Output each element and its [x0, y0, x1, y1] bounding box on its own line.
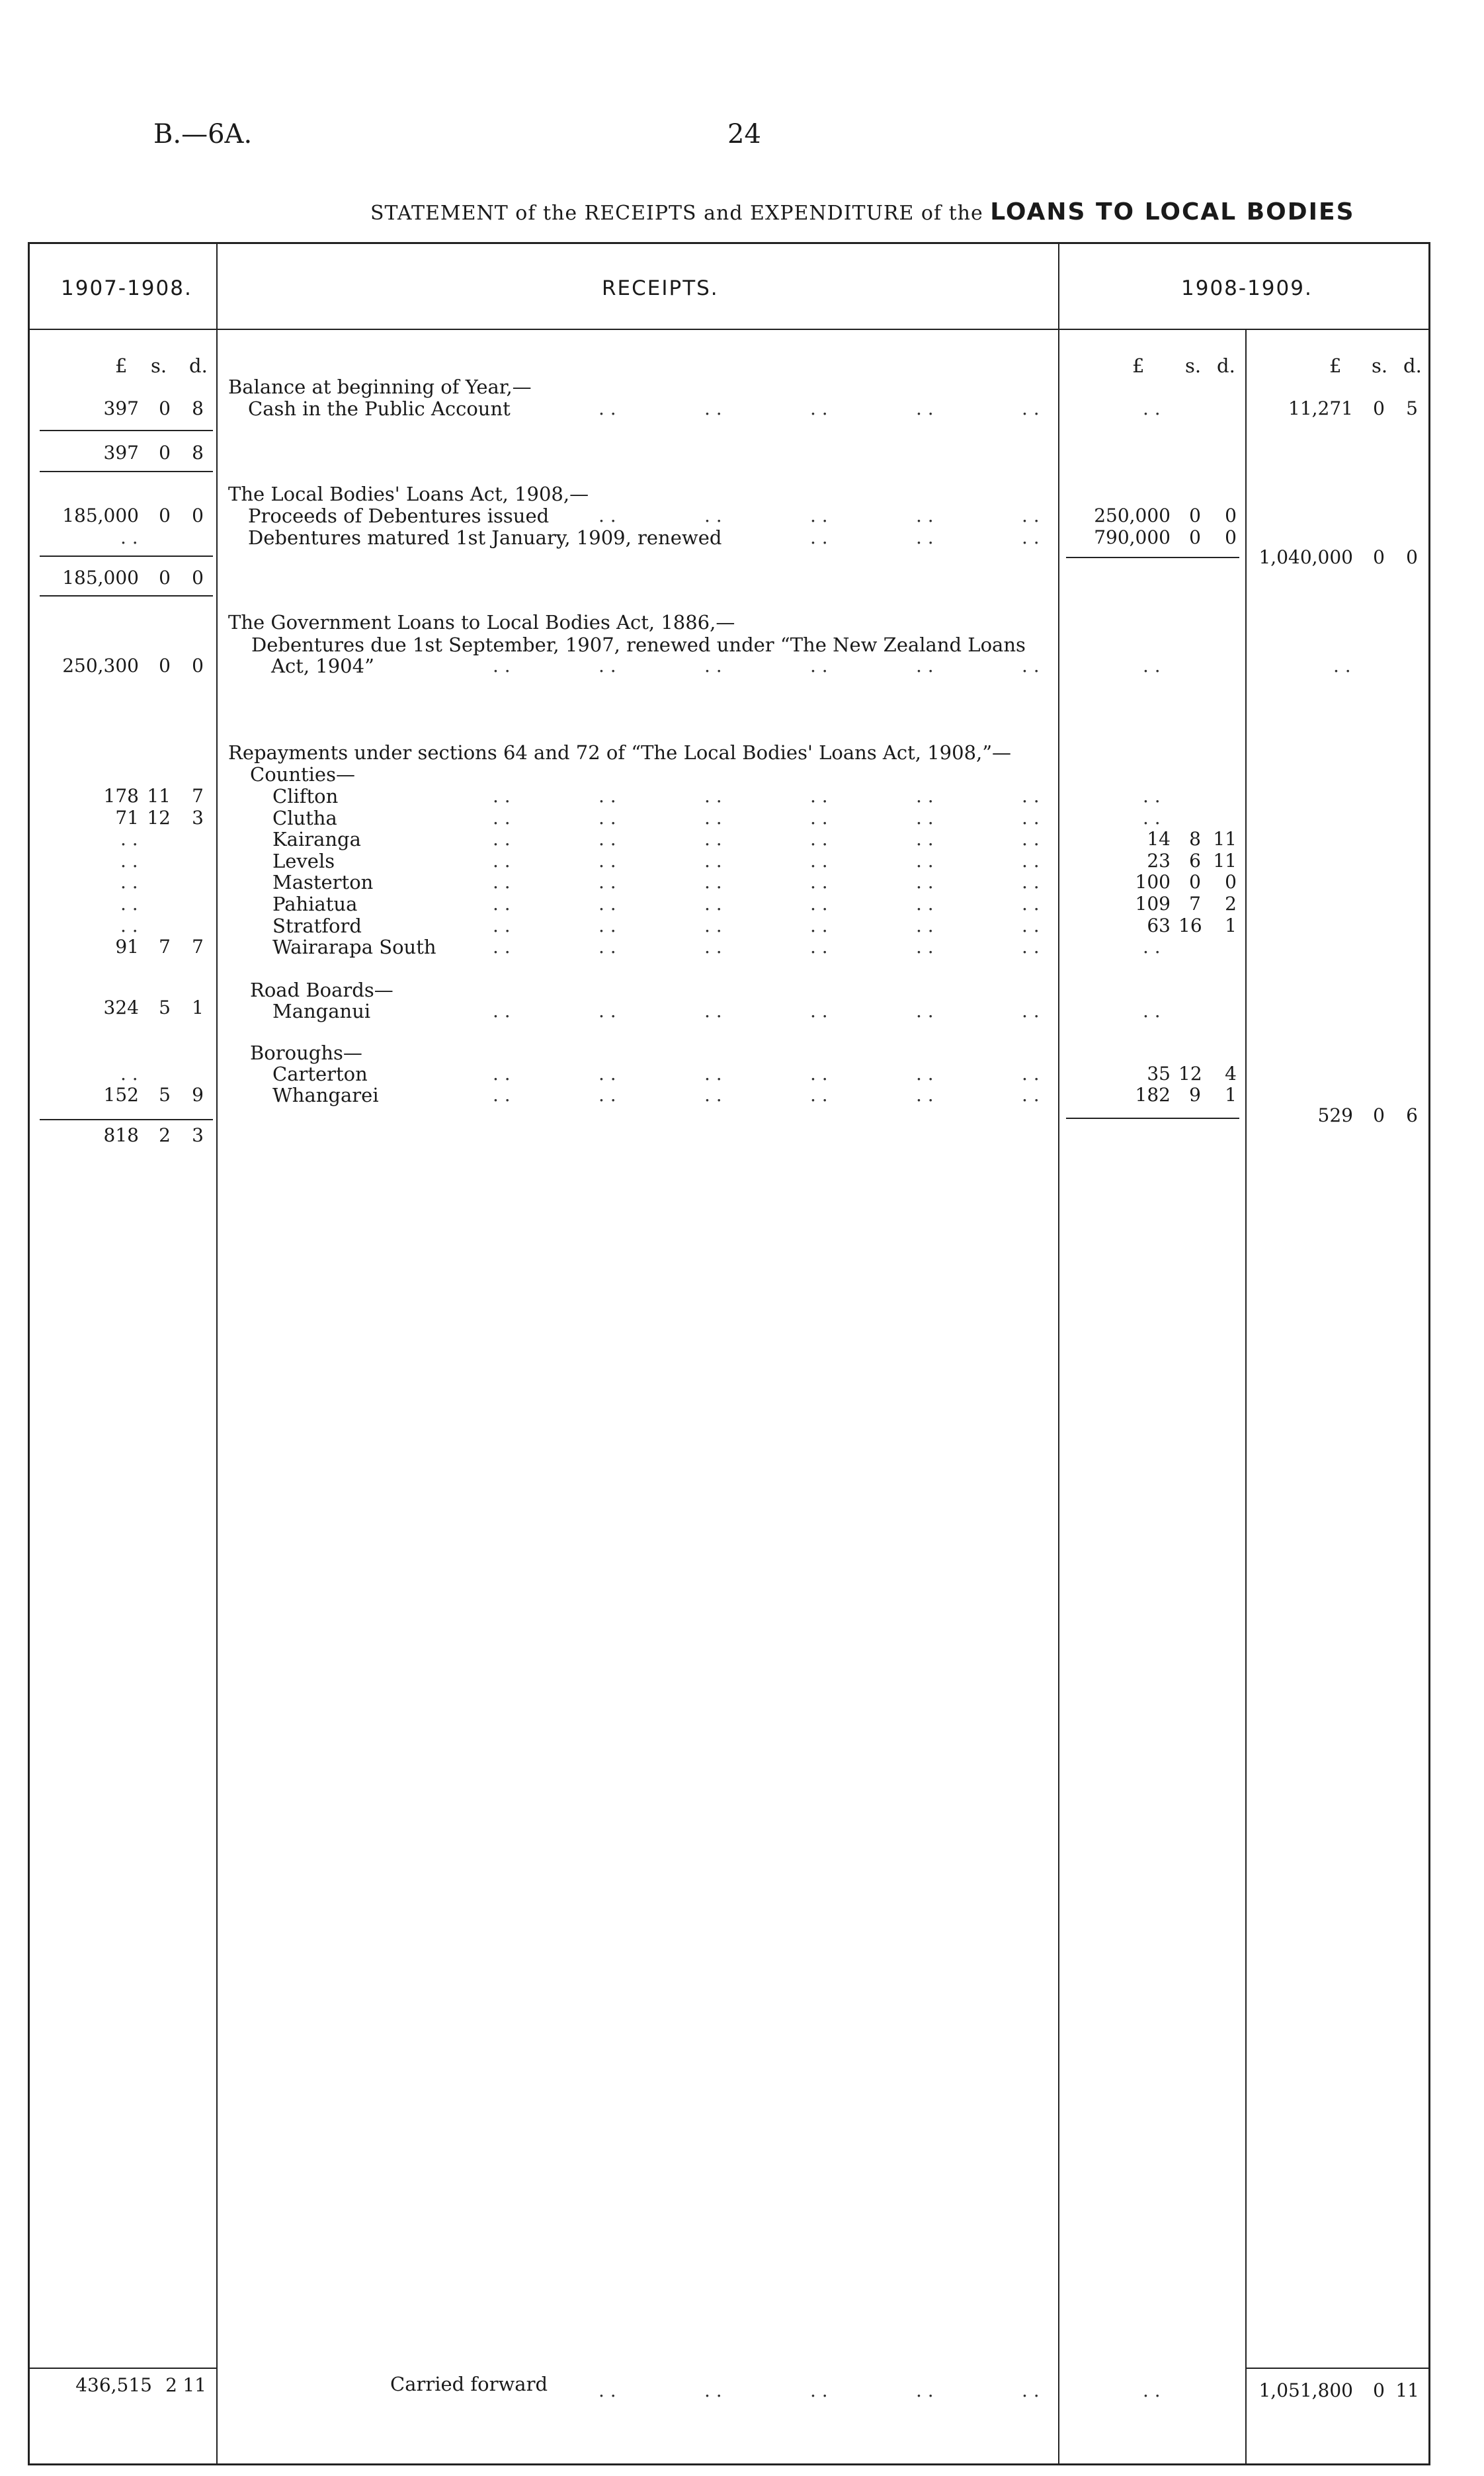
- leader-dots: . .: [916, 2379, 934, 2401]
- leader-dots: . .: [1022, 785, 1040, 807]
- leader-dots: . .: [598, 397, 616, 419]
- leader-dots: . .: [810, 893, 828, 915]
- footer-rule: [28, 2368, 216, 2369]
- money-prev-shillings: 11: [147, 785, 171, 807]
- unit-shilling: s.: [1185, 354, 1202, 377]
- counties-heading: Counties—: [250, 763, 355, 786]
- money-prev-pence: 7: [192, 936, 204, 958]
- row-name: Clutha: [272, 806, 337, 829]
- money-cur-shillings: 9: [1189, 1084, 1201, 1106]
- money-cur-pounds: 35: [1147, 1063, 1171, 1085]
- money-cur-pence: 11: [1213, 849, 1237, 872]
- leader-dots: . .: [704, 828, 722, 850]
- unit-pence: d.: [189, 354, 208, 377]
- leader-dots: . .: [704, 1063, 722, 1085]
- prev-blank: . .: [120, 871, 138, 893]
- border-left: [28, 242, 30, 2465]
- leader-dots: . .: [704, 397, 722, 419]
- row-name: Levels: [272, 849, 335, 872]
- leader-dots: . .: [704, 871, 722, 893]
- row-name: Kairanga: [272, 828, 361, 851]
- money-cur-shillings: 8: [1189, 828, 1201, 850]
- money-prev-shillings: 5: [159, 1084, 171, 1106]
- footer-rule: [1245, 2368, 1428, 2369]
- statement-title: [370, 198, 1355, 226]
- leader-dots: . .: [916, 1000, 934, 1022]
- leader-dots: . .: [493, 893, 511, 915]
- column-head-receipts: RECEIPTS.: [602, 276, 719, 300]
- leader-dots: . .: [916, 785, 934, 807]
- leader-dots: . .: [916, 914, 934, 936]
- leader-dots: . .: [810, 655, 828, 677]
- prev-blank: . .: [120, 893, 138, 915]
- page-number: 24: [727, 119, 761, 149]
- row-name: Stratford: [272, 914, 362, 937]
- leader-dots: . .: [598, 893, 616, 915]
- money-cur-shillings: 6: [1189, 849, 1201, 872]
- leader-dots: . .: [916, 893, 934, 915]
- leader-dots: . .: [1022, 655, 1040, 677]
- leader-dots: . .: [598, 914, 616, 936]
- money-cur-pence: 2: [1225, 893, 1237, 915]
- cur-mid-blank: . .: [1143, 2379, 1161, 2401]
- prev-blank: . .: [120, 828, 138, 850]
- subtotal-rule: [40, 1119, 213, 1120]
- act1908-item-renewed: Debentures matured 1st January, 1909, renewed: [248, 526, 722, 549]
- money-cur-pounds: 63: [1147, 914, 1171, 936]
- subtotal-rule: [1066, 557, 1239, 558]
- money-cur-pounds: 23: [1147, 849, 1171, 872]
- subtotal-rule: [40, 595, 213, 597]
- row-name: Pahiatua: [272, 893, 358, 915]
- leader-dots: . .: [810, 1063, 828, 1085]
- subtotal-rule: [40, 430, 213, 431]
- leader-dots: . .: [810, 526, 828, 548]
- carried-forward-label: Carried forward: [390, 2373, 548, 2395]
- cur-blank: . .: [1143, 806, 1161, 829]
- leader-dots: . .: [704, 806, 722, 829]
- unit-pound: £: [115, 354, 128, 377]
- unit-shilling: s.: [1372, 354, 1388, 377]
- act1886-item-line1: Debentures due 1st September, 1907, renewed under “The New Zealand Loans: [251, 634, 1026, 656]
- money-cur-shillings: 12: [1178, 1063, 1202, 1085]
- subtotal-rule: [40, 471, 213, 472]
- leader-dots: . .: [704, 893, 722, 915]
- balance-item: Cash in the Public Account: [248, 397, 511, 420]
- cur-blank: . .: [1143, 785, 1161, 807]
- leader-dots: . .: [704, 914, 722, 936]
- leader-dots: . .: [916, 526, 934, 548]
- leader-dots: . .: [598, 871, 616, 893]
- money-prev-pence: 3: [192, 806, 204, 829]
- unit-pound: £: [1329, 354, 1342, 377]
- money-cur-pounds: 100: [1135, 871, 1171, 893]
- leader-dots: . .: [810, 871, 828, 893]
- road-board-name: Manganui: [272, 1000, 371, 1022]
- leader-dots: . .: [1022, 1063, 1040, 1085]
- money-cur-pence: 11: [1213, 828, 1237, 850]
- leader-dots: . .: [916, 505, 934, 526]
- column-head-1908: 1908-1909.: [1181, 276, 1313, 300]
- rule-header: [28, 329, 1430, 330]
- money-prev-pounds: 152: [103, 1084, 139, 1106]
- leader-dots: . .: [493, 914, 511, 936]
- leader-dots: . .: [704, 655, 722, 677]
- rule-top: [28, 242, 1430, 244]
- leader-dots: . .: [598, 1000, 616, 1022]
- leader-dots: . .: [493, 849, 511, 872]
- leader-dots: . .: [598, 936, 616, 958]
- leader-dots: . .: [1022, 505, 1040, 526]
- prev-blank: . .: [120, 914, 138, 936]
- page-reference: B.—6A.: [153, 119, 253, 149]
- leader-dots: . .: [1022, 397, 1040, 419]
- leader-dots: . .: [493, 785, 511, 807]
- leader-dots: . .: [704, 1000, 722, 1022]
- leader-dots: . .: [1022, 849, 1040, 872]
- leader-dots: . .: [598, 849, 616, 872]
- divider-left: [216, 242, 218, 2465]
- title-prefix: STATEMENT of the RECEIPTS and EXPENDITURE of the: [370, 202, 983, 225]
- money-cur-pence: 0: [1225, 871, 1237, 893]
- money-cur-shillings: 16: [1178, 914, 1202, 936]
- leader-dots: . .: [916, 1084, 934, 1106]
- act1886-heading: The Government Loans to Local Bodies Act, 1886,—: [228, 611, 735, 634]
- leader-dots: . .: [810, 785, 828, 807]
- prev-blank: . .: [120, 526, 138, 548]
- leader-dots: . .: [916, 655, 934, 677]
- divider-inner: [1245, 329, 1247, 2465]
- money-cur-pence: 1: [1225, 1084, 1237, 1106]
- money-prev-pence: 9: [192, 1084, 204, 1106]
- leader-dots: . .: [1022, 936, 1040, 958]
- leader-dots: . .: [598, 655, 616, 677]
- leader-dots: . .: [1022, 914, 1040, 936]
- leader-dots: . .: [916, 849, 934, 872]
- row-name: Carterton: [272, 1063, 368, 1085]
- leader-dots: . .: [704, 936, 722, 958]
- cur-mid-blank: . .: [1143, 655, 1161, 677]
- money-cur-pounds: 14: [1147, 828, 1171, 850]
- border-right: [1428, 242, 1430, 2465]
- leader-dots: . .: [598, 1084, 616, 1106]
- money-cur-shillings: 7: [1189, 893, 1201, 915]
- road-boards-heading: Road Boards—: [250, 979, 393, 1001]
- leader-dots: . .: [1022, 871, 1040, 893]
- leader-dots: . .: [704, 1084, 722, 1106]
- cur-total-blank: . .: [1333, 655, 1351, 677]
- leader-dots: . .: [1022, 2379, 1040, 2401]
- cur-blank: . .: [1143, 1000, 1161, 1022]
- leader-dots: . .: [598, 1063, 616, 1085]
- leader-dots: . .: [598, 505, 616, 526]
- money-prev-pounds: 71: [115, 806, 139, 829]
- leader-dots: . .: [1022, 893, 1040, 915]
- leader-dots: . .: [916, 397, 934, 419]
- leader-dots: . .: [810, 828, 828, 850]
- row-name: Whangarei: [272, 1084, 379, 1106]
- leader-dots: . .: [810, 397, 828, 419]
- row-name: Wairarapa South: [272, 936, 436, 959]
- subtotal-rule: [40, 556, 213, 557]
- repayments-heading: Repayments under sections 64 and 72 of “The Local Bodies' Loans Act, 1908,”—: [228, 741, 1012, 764]
- rule-bottom: [28, 2463, 1430, 2465]
- leader-dots: . .: [1022, 828, 1040, 850]
- leader-dots: . .: [916, 936, 934, 958]
- leader-dots: . .: [598, 2379, 616, 2401]
- leader-dots: . .: [810, 914, 828, 936]
- unit-pound: £: [1132, 354, 1145, 377]
- balance-heading: Balance at beginning of Year,—: [228, 376, 532, 398]
- money-prev-shillings: 12: [147, 806, 171, 829]
- leader-dots: . .: [810, 1000, 828, 1022]
- leader-dots: . .: [493, 828, 511, 850]
- leader-dots: . .: [810, 1084, 828, 1106]
- leader-dots: . .: [493, 806, 511, 829]
- money-prev-pounds: 91: [115, 936, 139, 958]
- act1886-item-line2: Act, 1904”: [271, 655, 374, 677]
- leader-dots: . .: [704, 505, 722, 526]
- leader-dots: . .: [1022, 526, 1040, 548]
- leader-dots: . .: [493, 1084, 511, 1106]
- leader-dots: . .: [810, 806, 828, 829]
- leader-dots: . .: [493, 871, 511, 893]
- column-head-1907: 1907-1908.: [61, 276, 192, 300]
- leader-dots: . .: [704, 785, 722, 807]
- cur-blank: . .: [1143, 936, 1161, 958]
- divider-right: [1058, 242, 1059, 2465]
- row-name: Masterton: [272, 871, 374, 894]
- leader-dots: . .: [598, 828, 616, 850]
- leader-dots: . .: [1022, 806, 1040, 829]
- subtotal-rule: [1066, 1118, 1239, 1119]
- leader-dots: . .: [810, 505, 828, 526]
- leader-dots: . .: [1022, 1000, 1040, 1022]
- leader-dots: . .: [916, 828, 934, 850]
- boroughs-heading: Boroughs—: [250, 1042, 362, 1064]
- leader-dots: . .: [916, 806, 934, 829]
- prev-blank: . .: [120, 1063, 138, 1085]
- leader-dots: . .: [493, 655, 511, 677]
- money-prev-pounds: 178: [103, 785, 139, 807]
- row-name: Clifton: [272, 785, 339, 807]
- money-cur-pence: 4: [1225, 1063, 1237, 1085]
- leader-dots: . .: [598, 785, 616, 807]
- leader-dots: . .: [493, 1000, 511, 1022]
- leader-dots: . .: [1022, 1084, 1040, 1106]
- cur-mid-blank: . .: [1143, 397, 1161, 419]
- leader-dots: . .: [916, 1063, 934, 1085]
- prev-blank: . .: [120, 849, 138, 872]
- leader-dots: . .: [810, 936, 828, 958]
- money-cur-pence: 1: [1225, 914, 1237, 936]
- leader-dots: . .: [916, 871, 934, 893]
- leader-dots: . .: [493, 1063, 511, 1085]
- unit-shilling: s.: [151, 354, 167, 377]
- leader-dots: . .: [704, 2379, 722, 2401]
- money-cur-pounds: 182: [1135, 1084, 1171, 1106]
- title-bold: LOANS TO LOCAL BODIES: [990, 198, 1355, 226]
- leader-dots: . .: [493, 936, 511, 958]
- money-cur-shillings: 0: [1189, 871, 1201, 893]
- leader-dots: . .: [704, 849, 722, 872]
- unit-pence: d.: [1403, 354, 1422, 377]
- act1908-heading: The Local Bodies' Loans Act, 1908,—: [228, 483, 589, 505]
- leader-dots: . .: [810, 2379, 828, 2401]
- leader-dots: . .: [598, 806, 616, 829]
- leader-dots: . .: [810, 849, 828, 872]
- act1908-item-proceeds: Proceeds of Debentures issued: [248, 505, 550, 527]
- money-prev-pence: 7: [192, 785, 204, 807]
- money-cur-pounds: 109: [1135, 893, 1171, 915]
- unit-pence: d.: [1217, 354, 1235, 377]
- money-prev-shillings: 7: [159, 936, 171, 958]
